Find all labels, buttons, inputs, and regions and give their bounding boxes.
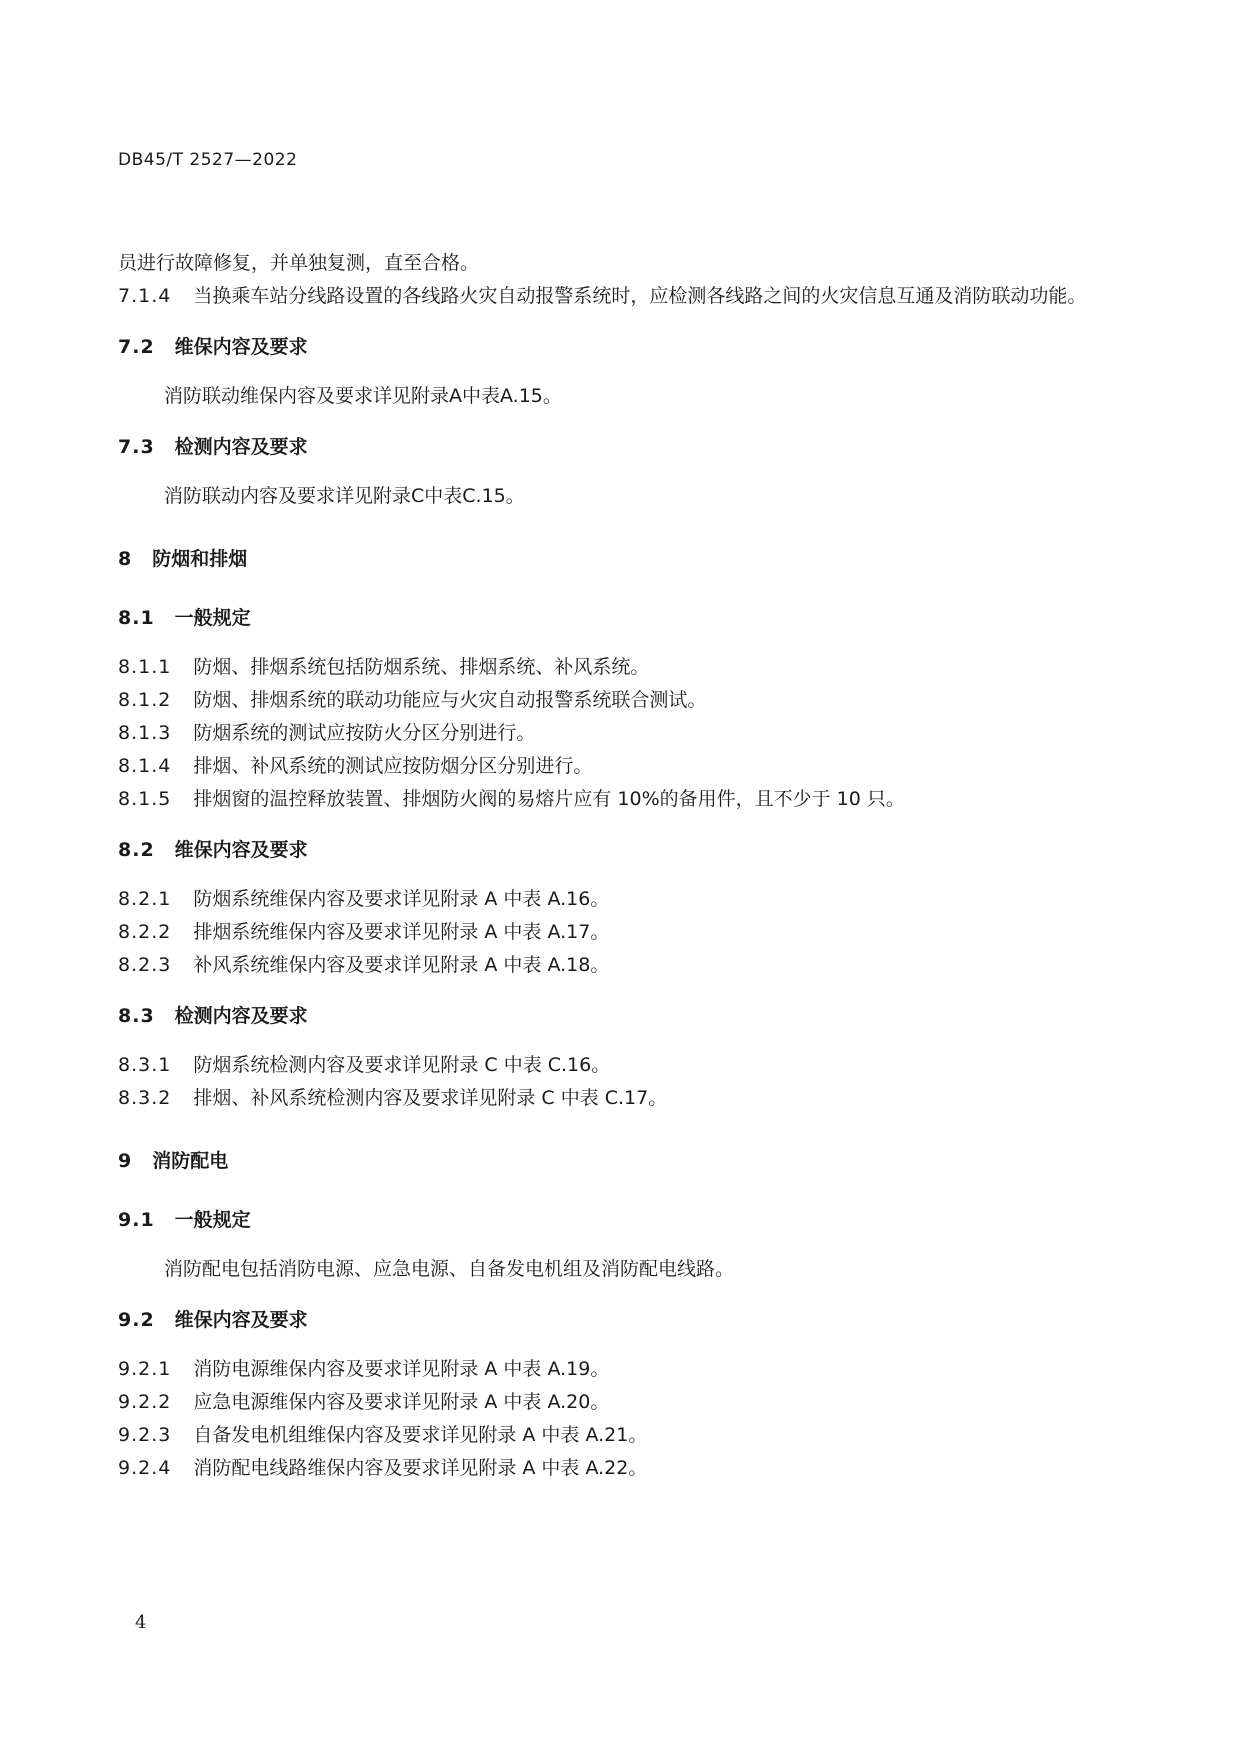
clause-text: 排烟窗的温控释放装置、排烟防火阀的易熔片应有 10%的备用件，且不少于 10 只。	[193, 788, 905, 810]
clause-8-1-1	[118, 651, 1128, 684]
section-9-1-body: 消防配电包括消防电源、应急电源、自备发电机组及消防配电线路。	[164, 1258, 735, 1280]
section-number: 9.1	[118, 1209, 155, 1231]
clause-9-2-3	[118, 1419, 1128, 1452]
clause-number: 9.2.3	[118, 1424, 172, 1446]
clause-number: 8.1.1	[118, 656, 172, 678]
clause-text: 自备发电机组维保内容及要求详见附录 A 中表 A.21。	[193, 1424, 648, 1446]
clause-text: 消防配电线路维保内容及要求详见附录 A 中表 A.22。	[193, 1457, 648, 1479]
clause-8-1-4	[118, 750, 1128, 783]
clause-text: 防烟系统维保内容及要求详见附录 A 中表 A.16。	[193, 888, 610, 910]
section-8-2-heading	[118, 834, 1128, 867]
clause-7-1-4	[118, 280, 1128, 313]
section-title: 一般规定	[174, 1209, 251, 1231]
clause-8-1-2	[118, 684, 1128, 717]
section-9-2-heading	[118, 1304, 1128, 1337]
section-title: 一般规定	[174, 607, 251, 629]
section-7-2-body: 消防联动维保内容及要求详见附录A中表A.15。	[164, 385, 562, 407]
clause-number: 9.2.1	[118, 1358, 172, 1380]
clause-number: 8.3.2	[118, 1087, 172, 1109]
section-7-2-heading	[118, 331, 1128, 364]
clause-number: 8.2.2	[118, 921, 172, 943]
section-title: 维保内容及要求	[174, 839, 308, 861]
clause-text: 防烟系统的测试应按防火分区分别进行。	[193, 722, 536, 744]
section-number: 7.2	[118, 336, 155, 358]
clause-9-2-1	[118, 1353, 1128, 1386]
clause-9-2-4	[118, 1452, 1128, 1485]
section-number: 9.2	[118, 1309, 155, 1331]
clause-number: 8.1.4	[118, 755, 172, 777]
clause-text: 防烟系统检测内容及要求详见附录 C 中表 C.16。	[193, 1054, 611, 1076]
clause-8-2-2	[118, 916, 1128, 949]
clause-number: 8.3.1	[118, 1054, 172, 1076]
section-title: 检测内容及要求	[174, 436, 308, 458]
section-number: 7.3	[118, 436, 155, 458]
section-7-3-heading	[118, 431, 1128, 464]
section-title: 维保内容及要求	[174, 336, 308, 358]
chapter-number: 9	[118, 1150, 133, 1172]
section-7-3-body: 消防联动内容及要求详见附录C中表C.15。	[164, 485, 525, 507]
section-8-3-heading	[118, 1000, 1128, 1033]
section-number: 8.1	[118, 607, 155, 629]
clause-number: 8.1.5	[118, 788, 172, 810]
clause-number: 8.1.3	[118, 722, 172, 744]
clause-8-2-1	[118, 883, 1128, 916]
clause-text: 补风系统维保内容及要求详见附录 A 中表 A.18。	[193, 954, 610, 976]
clause-text: 当换乘车站分线路设置的各线路火灾自动报警系统时，应检测各线路之间的火灾信息互通及消防联动功能。	[193, 285, 1087, 307]
clause-text: 防烟、排烟系统的联动功能应与火灾自动报警系统联合测试。	[193, 689, 707, 711]
clause-text: 排烟、补风系统检测内容及要求详见附录 C 中表 C.17。	[193, 1087, 668, 1109]
clause-8-1-3	[118, 717, 1128, 750]
clause-text: 防烟、排烟系统包括防烟系统、排烟系统、补风系统。	[193, 656, 650, 678]
chapter-8-heading	[118, 543, 1128, 576]
clause-number: 9.2.2	[118, 1391, 172, 1413]
section-number: 8.2	[118, 839, 155, 861]
clause-text: 排烟系统维保内容及要求详见附录 A 中表 A.17。	[193, 921, 610, 943]
clause-8-3-1	[118, 1049, 1128, 1082]
clause-number: 8.1.2	[118, 689, 172, 711]
section-title: 检测内容及要求	[174, 1005, 308, 1027]
page-content	[118, 247, 1128, 1485]
clause-number: 8.2.3	[118, 954, 172, 976]
section-title: 维保内容及要求	[174, 1309, 308, 1331]
page-number: 4	[135, 1612, 147, 1633]
clause-text: 排烟、补风系统的测试应按防烟分区分别进行。	[193, 755, 593, 777]
section-number: 8.3	[118, 1005, 155, 1027]
clause-8-1-5	[118, 783, 1128, 816]
clause-9-2-2	[118, 1386, 1128, 1419]
chapter-number: 8	[118, 548, 133, 570]
section-8-1-heading	[118, 602, 1128, 635]
clause-text: 消防电源维保内容及要求详见附录 A 中表 A.19。	[193, 1358, 610, 1380]
clause-text: 应急电源维保内容及要求详见附录 A 中表 A.20。	[193, 1391, 610, 1413]
clause-number: 7.1.4	[118, 285, 172, 307]
clause-8-2-3	[118, 949, 1128, 982]
paragraph-continuation: 员进行故障修复，并单独复测，直至合格。	[118, 252, 480, 274]
clause-8-3-2	[118, 1082, 1128, 1115]
chapter-title: 防烟和排烟	[152, 548, 248, 570]
clause-number: 8.2.1	[118, 888, 172, 910]
clause-number: 9.2.4	[118, 1457, 172, 1479]
document-id: DB45/T 2527—2022	[118, 150, 298, 170]
section-9-1-heading	[118, 1204, 1128, 1237]
chapter-9-heading	[118, 1145, 1128, 1178]
chapter-title: 消防配电	[152, 1150, 229, 1172]
